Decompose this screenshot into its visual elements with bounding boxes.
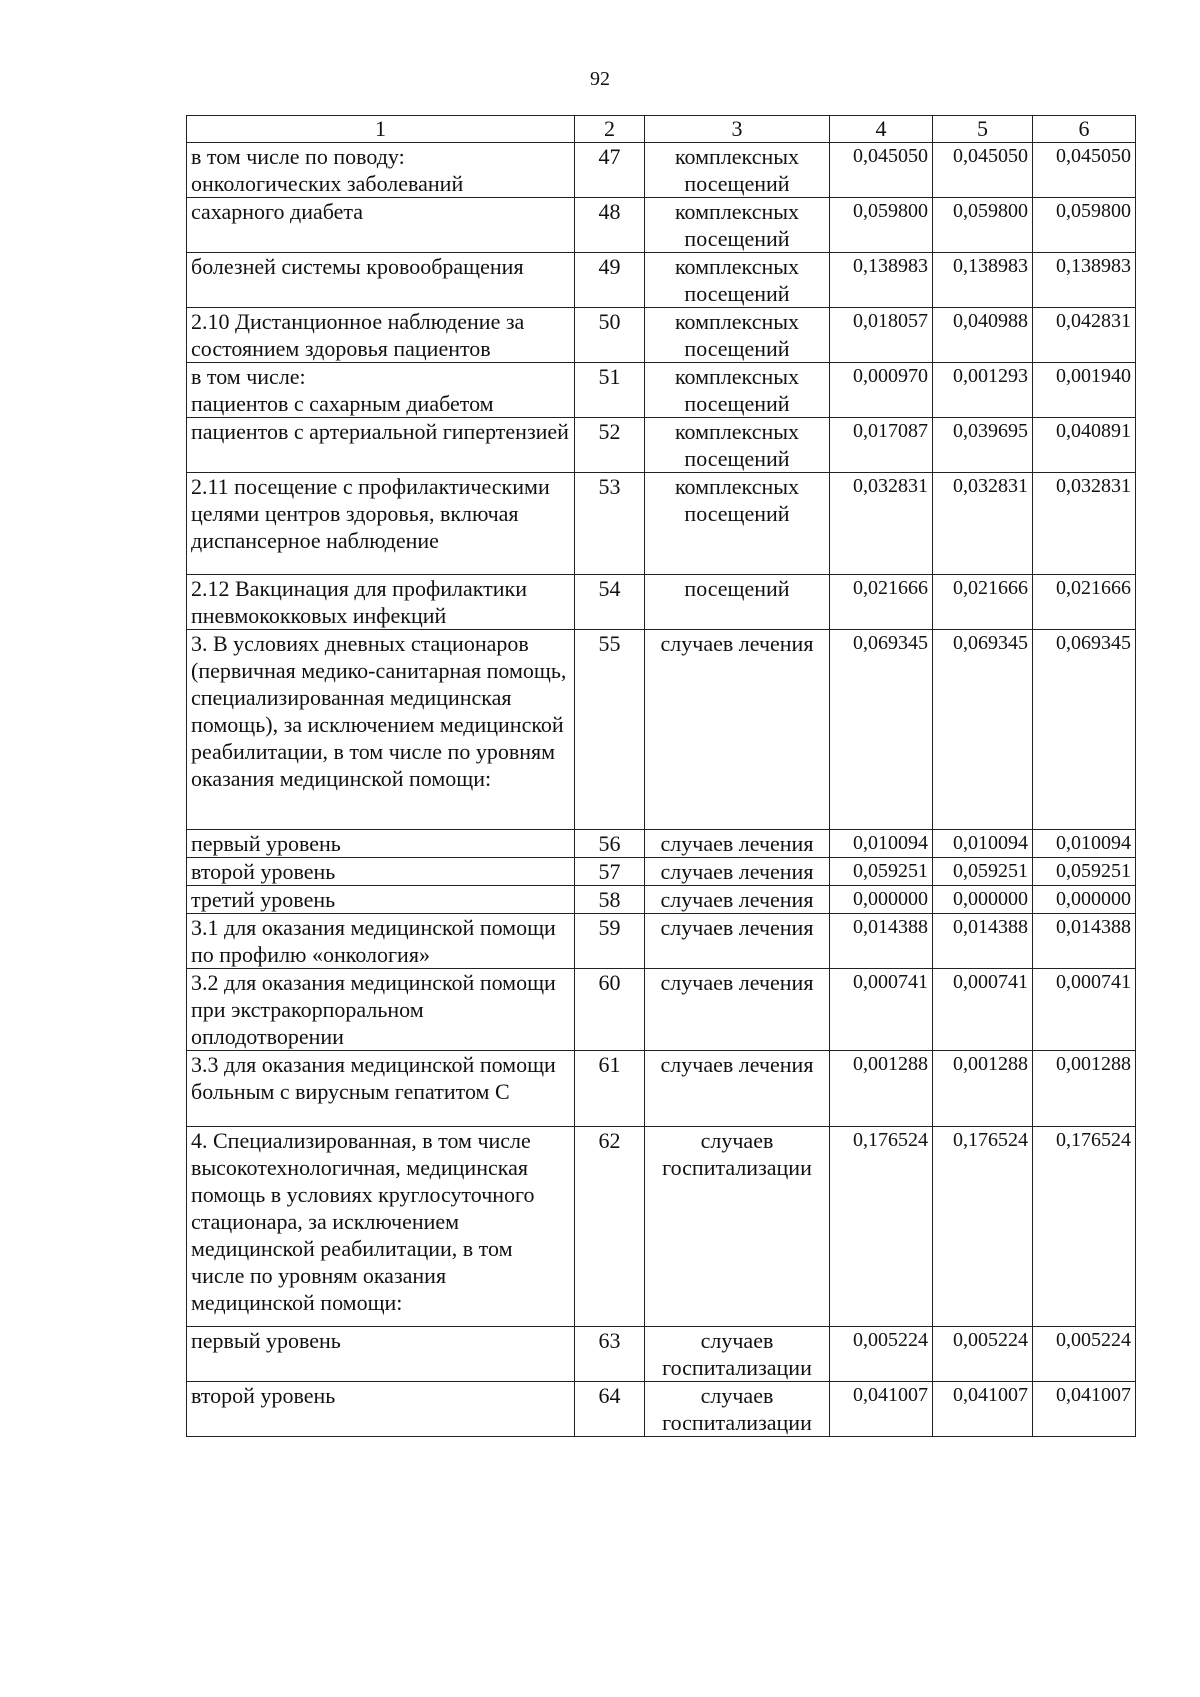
value-cell-col4: 0,000000 — [830, 886, 933, 914]
value-cell-col5: 0,059251 — [933, 858, 1033, 886]
value-cell-col6: 0,069345 — [1033, 630, 1136, 830]
data-table — [186, 115, 1136, 1437]
value-cell-col6: 0,010094 — [1033, 830, 1136, 858]
table-row — [187, 575, 1136, 630]
row-name-cell: 3.1 для оказания медицинской помощи по профилю «онкология» — [187, 914, 575, 969]
value-cell-col4: 0,059800 — [830, 198, 933, 253]
value-cell-col5: 0,014388 — [933, 914, 1033, 969]
header-row — [187, 116, 1136, 143]
value-cell-col4: 0,010094 — [830, 830, 933, 858]
row-name-cell: 2.10 Дистанционное наблюдение за состоянием здоровья пациентов — [187, 308, 575, 363]
value-cell-col4: 0,017087 — [830, 418, 933, 473]
row-name-cell: 2.12 Вакцинация для профилактики пневмококковых инфекций — [187, 575, 575, 630]
unit-cell: случаев лечения — [645, 830, 830, 858]
row-number-cell: 47 — [575, 143, 645, 198]
unit-cell: случаев лечения — [645, 914, 830, 969]
value-cell-col6: 0,138983 — [1033, 253, 1136, 308]
row-number-cell: 55 — [575, 630, 645, 830]
unit-cell: случаев лечения — [645, 969, 830, 1051]
value-cell-col5: 0,045050 — [933, 143, 1033, 198]
value-cell-col5: 0,021666 — [933, 575, 1033, 630]
value-cell-col4: 0,014388 — [830, 914, 933, 969]
table-row — [187, 858, 1136, 886]
value-cell-col6: 0,176524 — [1033, 1127, 1136, 1327]
unit-cell: случаев лечения — [645, 886, 830, 914]
value-cell-col5: 0,039695 — [933, 418, 1033, 473]
row-name-cell: 3.2 для оказания медицинской помощи при экстракорпоральном оплодотворении — [187, 969, 575, 1051]
row-number-cell: 56 — [575, 830, 645, 858]
value-cell-col6: 0,001288 — [1033, 1051, 1136, 1127]
table-row — [187, 363, 1136, 418]
value-cell-col6: 0,040891 — [1033, 418, 1136, 473]
page-number: 92 — [590, 68, 610, 90]
value-cell-col6: 0,032831 — [1033, 473, 1136, 575]
value-cell-col6: 0,042831 — [1033, 308, 1136, 363]
value-cell-col5: 0,000741 — [933, 969, 1033, 1051]
value-cell-col6: 0,059800 — [1033, 198, 1136, 253]
value-cell-col4: 0,059251 — [830, 858, 933, 886]
table-row — [187, 969, 1136, 1051]
table-body — [187, 143, 1136, 1437]
value-cell-col4: 0,069345 — [830, 630, 933, 830]
row-number-cell: 49 — [575, 253, 645, 308]
row-number-cell: 60 — [575, 969, 645, 1051]
row-number-cell: 52 — [575, 418, 645, 473]
table-row — [187, 473, 1136, 575]
unit-cell: комплексных посещений — [645, 418, 830, 473]
value-cell-col5: 0,032831 — [933, 473, 1033, 575]
row-name-cell: первый уровень — [187, 1327, 575, 1382]
column-header: 5 — [933, 116, 1033, 143]
value-cell-col5: 0,138983 — [933, 253, 1033, 308]
row-name-cell: второй уровень — [187, 1382, 575, 1437]
value-cell-col4: 0,138983 — [830, 253, 933, 308]
row-number-cell: 64 — [575, 1382, 645, 1437]
unit-cell: случаев лечения — [645, 1051, 830, 1127]
row-name-cell: болезней системы кровообращения — [187, 253, 575, 308]
unit-cell: случаев лечения — [645, 858, 830, 886]
unit-cell: комплексных посещений — [645, 198, 830, 253]
table-row — [187, 198, 1136, 253]
row-number-cell: 53 — [575, 473, 645, 575]
row-name-cell: в том числе по поводу: онкологических заболеваний — [187, 143, 575, 198]
row-name-cell: 3. В условиях дневных стационаров (первичная медико-санитарная помощь, специализированная медицинская помощь), за исключением медицинской реабилитации, в том числе по уровням оказания медицинской помощи: — [187, 630, 575, 830]
value-cell-col6: 0,000741 — [1033, 969, 1136, 1051]
value-cell-col4: 0,045050 — [830, 143, 933, 198]
unit-cell: посещений — [645, 575, 830, 630]
value-cell-col4: 0,000970 — [830, 363, 933, 418]
value-cell-col4: 0,176524 — [830, 1127, 933, 1327]
unit-cell: случаев госпитализации — [645, 1327, 830, 1382]
value-cell-col5: 0,005224 — [933, 1327, 1033, 1382]
unit-cell: случаев госпитализации — [645, 1127, 830, 1327]
value-cell-col4: 0,021666 — [830, 575, 933, 630]
value-cell-col5: 0,001293 — [933, 363, 1033, 418]
value-cell-col5: 0,059800 — [933, 198, 1033, 253]
value-cell-col6: 0,041007 — [1033, 1382, 1136, 1437]
value-cell-col6: 0,059251 — [1033, 858, 1136, 886]
value-cell-col6: 0,021666 — [1033, 575, 1136, 630]
table-row — [187, 253, 1136, 308]
table-row — [187, 308, 1136, 363]
value-cell-col4: 0,005224 — [830, 1327, 933, 1382]
value-cell-col6: 0,001940 — [1033, 363, 1136, 418]
value-cell-col4: 0,001288 — [830, 1051, 933, 1127]
row-number-cell: 48 — [575, 198, 645, 253]
row-number-cell: 63 — [575, 1327, 645, 1382]
row-name-cell: третий уровень — [187, 886, 575, 914]
column-header: 3 — [645, 116, 830, 143]
row-name-cell: сахарного диабета — [187, 198, 575, 253]
row-name-cell: 2.11 посещение с профилактическими целями центров здоровья, включая диспансерное наблюдение — [187, 473, 575, 575]
table-row — [187, 914, 1136, 969]
row-number-cell: 51 — [575, 363, 645, 418]
value-cell-col5: 0,010094 — [933, 830, 1033, 858]
row-number-cell: 50 — [575, 308, 645, 363]
table-row — [187, 830, 1136, 858]
table-row — [187, 1051, 1136, 1127]
row-number-cell: 58 — [575, 886, 645, 914]
row-number-cell: 54 — [575, 575, 645, 630]
value-cell-col5: 0,069345 — [933, 630, 1033, 830]
row-name-cell: первый уровень — [187, 830, 575, 858]
value-cell-col6: 0,000000 — [1033, 886, 1136, 914]
column-header: 4 — [830, 116, 933, 143]
row-name-cell: в том числе: пациентов с сахарным диабетом — [187, 363, 575, 418]
unit-cell: случаев госпитализации — [645, 1382, 830, 1437]
table-row — [187, 143, 1136, 198]
column-header: 6 — [1033, 116, 1136, 143]
row-name-cell: пациентов с артериальной гипертензией — [187, 418, 575, 473]
unit-cell: комплексных посещений — [645, 253, 830, 308]
row-name-cell: 3.3 для оказания медицинской помощи больным с вирусным гепатитом С — [187, 1051, 575, 1127]
value-cell-col5: 0,000000 — [933, 886, 1033, 914]
row-number-cell: 61 — [575, 1051, 645, 1127]
row-number-cell: 57 — [575, 858, 645, 886]
column-header: 2 — [575, 116, 645, 143]
unit-cell: комплексных посещений — [645, 363, 830, 418]
value-cell-col5: 0,001288 — [933, 1051, 1033, 1127]
unit-cell: комплексных посещений — [645, 308, 830, 363]
row-number-cell: 62 — [575, 1127, 645, 1327]
value-cell-col4: 0,041007 — [830, 1382, 933, 1437]
table-row — [187, 1327, 1136, 1382]
row-name-cell: второй уровень — [187, 858, 575, 886]
unit-cell: случаев лечения — [645, 630, 830, 830]
table-row — [187, 630, 1136, 830]
value-cell-col4: 0,000741 — [830, 969, 933, 1051]
table-row — [187, 1127, 1136, 1327]
table-row — [187, 886, 1136, 914]
column-header: 1 — [187, 116, 575, 143]
unit-cell: комплексных посещений — [645, 143, 830, 198]
row-name-cell: 4. Специализированная, в том числе высокотехнологичная, медицинская помощь в условиях круглосуточного стационара, за исключением медицинской реабилитации, в том числе по уровням оказания медицинской помощи: — [187, 1127, 575, 1327]
value-cell-col5: 0,041007 — [933, 1382, 1033, 1437]
value-cell-col5: 0,040988 — [933, 308, 1033, 363]
value-cell-col4: 0,032831 — [830, 473, 933, 575]
value-cell-col6: 0,005224 — [1033, 1327, 1136, 1382]
table-row — [187, 418, 1136, 473]
value-cell-col6: 0,045050 — [1033, 143, 1136, 198]
table-row — [187, 1382, 1136, 1437]
value-cell-col5: 0,176524 — [933, 1127, 1033, 1327]
row-number-cell: 59 — [575, 914, 645, 969]
unit-cell: комплексных посещений — [645, 473, 830, 575]
value-cell-col6: 0,014388 — [1033, 914, 1136, 969]
value-cell-col4: 0,018057 — [830, 308, 933, 363]
